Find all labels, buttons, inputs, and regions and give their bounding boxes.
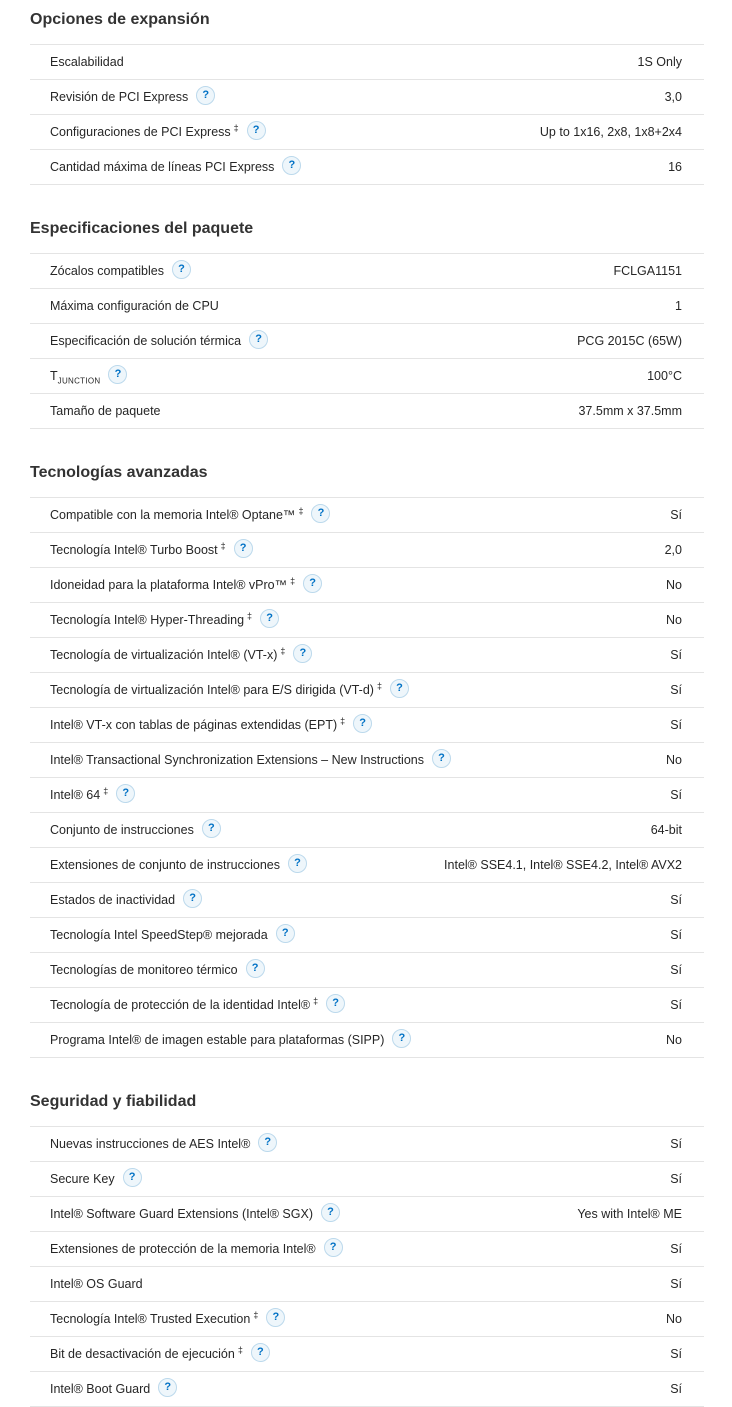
spec-label — [50, 918, 295, 952]
spec-row — [30, 1231, 704, 1266]
spec-value: 100°C — [647, 369, 682, 383]
help-icon[interactable]: ? — [172, 260, 191, 279]
spec-row — [30, 1126, 704, 1161]
spec-row — [30, 288, 704, 323]
spec-label-text: Intel® Software Guard Extensions (Intel® SGX) — [50, 1207, 313, 1221]
section-title: Opciones de expansión — [30, 11, 210, 28]
spec-row — [30, 987, 704, 1022]
spec-label-text: Bit de desactivación de ejecución — [50, 1347, 235, 1361]
spec-row — [30, 1301, 704, 1336]
spec-label — [50, 1302, 285, 1336]
spec-label — [50, 324, 268, 358]
spec-label — [50, 394, 161, 428]
spec-label-text: Tecnología Intel® Hyper-Threading — [50, 613, 245, 627]
spec-row — [30, 393, 704, 429]
spec-label — [50, 638, 312, 672]
help-icon[interactable]: ? — [353, 714, 372, 733]
spec-table — [30, 1126, 704, 1407]
help-icon[interactable]: ? — [324, 1238, 343, 1257]
help-icon[interactable]: ? — [288, 854, 307, 873]
spec-value: Sí — [670, 648, 682, 662]
spec-label — [50, 743, 451, 777]
spec-value: Sí — [670, 1172, 682, 1186]
spec-row — [30, 532, 704, 567]
spec-label-text: Secure Key — [50, 1172, 115, 1186]
help-icon[interactable]: ? — [183, 889, 202, 908]
dagger-footnote-mark: ‡ — [220, 540, 226, 551]
help-icon[interactable]: ? — [282, 156, 301, 175]
help-icon[interactable]: ? — [266, 1308, 285, 1327]
spec-row — [30, 777, 704, 812]
spec-label-text: Especificación de solución térmica — [50, 334, 242, 348]
spec-row — [30, 79, 704, 114]
dagger-footnote-mark: ‡ — [290, 575, 296, 586]
help-icon[interactable]: ? — [246, 959, 265, 978]
dagger-footnote-mark: ‡ — [313, 995, 319, 1006]
spec-label — [50, 1023, 411, 1057]
spec-label — [50, 603, 279, 637]
spec-value: Sí — [670, 893, 682, 907]
dagger-footnote-mark: ‡ — [298, 505, 304, 516]
spec-label-text: Programa Intel® de imagen estable para plataformas (SIPP) — [50, 1033, 385, 1047]
section-title: Tecnologías avanzadas — [30, 464, 208, 481]
spec-label-text: Tamaño de paquete — [50, 404, 161, 418]
spec-row — [30, 847, 704, 882]
spec-label-text: Tecnología de protección de la identidad Intel® — [50, 998, 311, 1012]
spec-label — [50, 813, 221, 847]
spec-label-text: Intel® Transactional Synchronization Extensions – New Instructions — [50, 753, 424, 767]
spec-value: No — [666, 613, 682, 627]
help-icon[interactable]: ? — [196, 86, 215, 105]
help-icon[interactable]: ? — [123, 1168, 142, 1187]
spec-value: 3,0 — [664, 90, 682, 104]
spec-row — [30, 742, 704, 777]
spec-label-text: Extensiones de protección de la memoria Intel® — [50, 1242, 316, 1256]
help-icon[interactable]: ? — [390, 679, 409, 698]
spec-label — [50, 45, 124, 79]
spec-row — [30, 882, 704, 917]
spec-label-text: Zócalos compatibles — [50, 264, 164, 278]
spec-label — [50, 953, 265, 987]
spec-table — [30, 44, 704, 185]
spec-label-text: Extensiones de conjunto de instrucciones — [50, 858, 281, 872]
spec-value: Sí — [670, 1347, 682, 1361]
help-icon[interactable]: ? — [326, 994, 345, 1013]
dagger-footnote-mark: ‡ — [340, 715, 346, 726]
help-icon[interactable]: ? — [116, 784, 135, 803]
spec-row — [30, 952, 704, 987]
section-title: Seguridad y fiabilidad — [30, 1093, 197, 1110]
spec-label-text: Máxima configuración de CPU — [50, 299, 219, 313]
spec-value: Sí — [670, 963, 682, 977]
spec-label-text: Tecnología Intel® Turbo Boost — [50, 543, 218, 557]
spec-label-text: Estados de inactividad — [50, 893, 176, 907]
spec-label-text: Escalabilidad — [50, 55, 124, 69]
spec-row — [30, 1161, 704, 1196]
spec-label — [50, 848, 307, 882]
spec-row — [30, 672, 704, 707]
spec-value: PCG 2015C (65W) — [577, 334, 682, 348]
spec-value: 2,0 — [664, 543, 682, 557]
spec-value: 16 — [668, 160, 682, 174]
dagger-footnote-mark: ‡ — [233, 122, 239, 133]
spec-label-text: Idoneidad para la plataforma Intel® vPro™ — [50, 578, 288, 592]
help-icon[interactable]: ? — [202, 819, 221, 838]
help-icon[interactable]: ? — [293, 644, 312, 663]
spec-label-text: Intel® VT-x con tablas de páginas extendidas (EPT) — [50, 718, 338, 732]
dagger-footnote-mark: ‡ — [237, 1344, 243, 1355]
spec-row — [30, 1022, 704, 1058]
help-icon[interactable]: ? — [251, 1343, 270, 1362]
spec-value: Sí — [670, 998, 682, 1012]
spec-label — [50, 1127, 277, 1161]
spec-label — [50, 289, 219, 323]
spec-label-text: Tecnologías de monitoreo térmico — [50, 963, 238, 977]
dagger-footnote-mark: ‡ — [103, 785, 109, 796]
help-icon[interactable]: ? — [260, 609, 279, 628]
spec-label-text: Intel® OS Guard — [50, 1277, 143, 1291]
spec-row — [30, 707, 704, 742]
help-icon[interactable]: ? — [108, 365, 127, 384]
spec-label — [50, 988, 345, 1022]
spec-label-text: Compatible con la memoria Intel® Optane™ — [50, 508, 296, 522]
spec-row — [30, 1196, 704, 1231]
spec-label-text: Nuevas instrucciones de AES Intel® — [50, 1137, 251, 1151]
spec-row — [30, 253, 704, 288]
spec-label — [50, 115, 266, 149]
spec-label-text: Tecnología Intel SpeedStep® mejorada — [50, 928, 268, 942]
spec-label-text: Intel® 64 — [50, 788, 101, 802]
spec-label — [50, 708, 372, 742]
spec-label — [50, 1232, 343, 1266]
spec-value: Sí — [670, 508, 682, 522]
spec-label — [50, 254, 191, 288]
spec-value: No — [666, 1312, 682, 1326]
spec-table — [30, 253, 704, 429]
spec-label — [50, 80, 215, 114]
spec-label-text: T — [50, 369, 58, 383]
spec-label — [50, 778, 135, 812]
spec-value: Sí — [670, 1277, 682, 1291]
spec-label — [50, 150, 301, 184]
spec-label — [50, 568, 322, 602]
spec-label — [50, 1197, 340, 1231]
spec-label — [50, 1337, 270, 1371]
spec-label — [50, 1267, 143, 1301]
spec-label — [50, 883, 202, 917]
help-icon[interactable]: ? — [158, 1378, 177, 1397]
spec-value: Sí — [670, 683, 682, 697]
help-icon[interactable]: ? — [249, 330, 268, 349]
help-icon[interactable]: ? — [432, 749, 451, 768]
spec-value: 1 — [675, 299, 682, 313]
dagger-footnote-mark: ‡ — [376, 680, 382, 691]
help-icon[interactable]: ? — [321, 1203, 340, 1222]
section-title: Especificaciones del paquete — [30, 220, 254, 237]
spec-value: 1S Only — [637, 55, 682, 69]
spec-value: Sí — [670, 1242, 682, 1256]
spec-row — [30, 114, 704, 149]
spec-row — [30, 1371, 704, 1407]
spec-label-subscript: JUNCTION — [57, 376, 101, 386]
spec-value: Sí — [670, 788, 682, 802]
spec-value: 37.5mm x 37.5mm — [578, 404, 682, 418]
spec-label — [50, 1372, 177, 1406]
spec-row — [30, 812, 704, 847]
spec-row — [30, 358, 704, 393]
spec-label-text: Revisión de PCI Express — [50, 90, 189, 104]
spec-row — [30, 637, 704, 672]
spec-label-text: Intel® Boot Guard — [50, 1382, 151, 1396]
spec-value: Sí — [670, 1137, 682, 1151]
spec-value: No — [666, 753, 682, 767]
spec-row — [30, 917, 704, 952]
spec-row — [30, 567, 704, 602]
spec-label — [50, 1162, 142, 1196]
spec-value: No — [666, 578, 682, 592]
spec-label-text: Conjunto de instrucciones — [50, 823, 194, 837]
spec-value: Intel® SSE4.1, Intel® SSE4.2, Intel® AVX2 — [444, 858, 682, 872]
help-icon[interactable]: ? — [311, 504, 330, 523]
spec-label — [50, 359, 127, 393]
spec-value: 64-bit — [650, 823, 682, 837]
spec-label — [50, 498, 330, 532]
spec-row — [30, 497, 704, 532]
dagger-footnote-mark: ‡ — [253, 1309, 259, 1320]
spec-label-text: Configuraciones de PCI Express — [50, 125, 231, 139]
spec-value: No — [666, 1033, 682, 1047]
spec-row — [30, 44, 704, 79]
spec-value: Yes with Intel® ME — [577, 1207, 682, 1221]
spec-value: Up to 1x16, 2x8, 1x8+2x4 — [539, 125, 682, 139]
spec-value: Sí — [670, 718, 682, 732]
spec-label-text: Cantidad máxima de líneas PCI Express — [50, 160, 275, 174]
dagger-footnote-mark: ‡ — [280, 645, 286, 656]
spec-label — [50, 533, 253, 567]
help-icon[interactable]: ? — [276, 924, 295, 943]
spec-table — [30, 497, 704, 1058]
help-icon[interactable]: ? — [392, 1029, 411, 1048]
help-icon[interactable]: ? — [258, 1133, 277, 1152]
spec-row — [30, 149, 704, 185]
spec-row — [30, 323, 704, 358]
spec-label-text: Tecnología Intel® Trusted Execution — [50, 1312, 251, 1326]
help-icon[interactable]: ? — [234, 539, 253, 558]
spec-value: Sí — [670, 1382, 682, 1396]
help-icon[interactable]: ? — [303, 574, 322, 593]
spec-row — [30, 1336, 704, 1371]
spec-label-text: Tecnología de virtualización Intel® (VT-x) — [50, 648, 278, 662]
help-icon[interactable]: ? — [247, 121, 266, 140]
spec-row — [30, 1266, 704, 1301]
spec-row — [30, 602, 704, 637]
spec-label-text: Tecnología de virtualización Intel® para E/S dirigida (VT-d) — [50, 683, 374, 697]
spec-value: Sí — [670, 928, 682, 942]
spec-label — [50, 673, 409, 707]
spec-value: FCLGA1151 — [613, 264, 682, 278]
dagger-footnote-mark: ‡ — [247, 610, 253, 621]
